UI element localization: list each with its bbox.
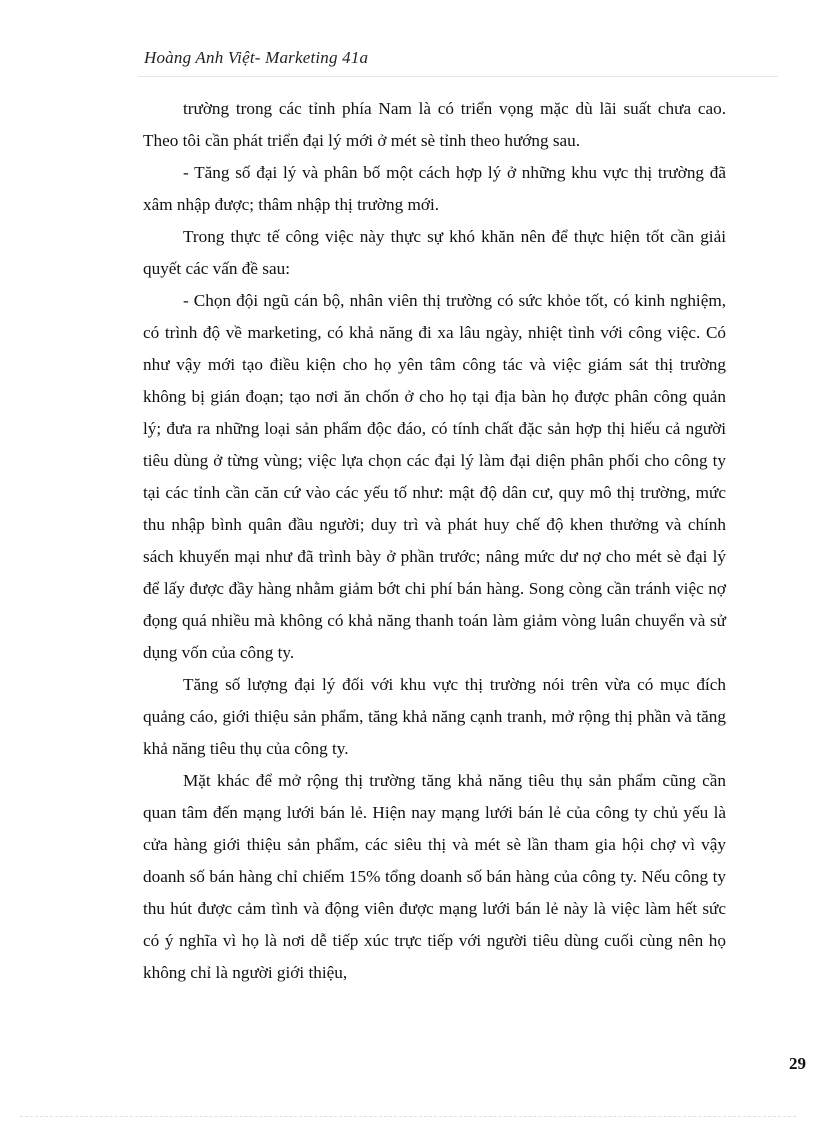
paragraph: - Tăng số đại lý và phân bố một cách hợp lý ở những khu vực thị trường đã xâm nhập được; thâm nhập thị trường mới. <box>143 163 726 214</box>
page-number: 29 <box>789 1054 806 1073</box>
paragraph: Mặt khác để mở rộng thị trường tăng khả năng tiêu thụ sản phẩm cũng cần quan tâm đến mạng lưới bán lẻ. Hiện nay mạng lưới bán lẻ của công ty chủ yếu là cửa hàng giới thiệu sản phẩm, các siêu thị và mét sè lần tham gia hội chợ vì vậy doanh số bán hàng chỉ chiếm 15% tổng doanh số bán hàng của công ty. Nếu công ty thu hút được cảm tình và động viên được mạng lưới bán lẻ này là việc làm hết sức có ý nghĩa vì họ là nơi dễ tiếp xúc trực tiếp với người tiêu dùng cuối cùng nên họ không chỉ là người giới thiệu, <box>143 771 726 982</box>
paragraph: trường trong các tỉnh phía Nam là có triển vọng mặc dù lãi suất chưa cao. Theo tôi cần phát triển đại lý mới ở mét sè tỉnh theo hướng sau. <box>143 99 726 150</box>
running-header: Hoàng Anh Việt- Marketing 41a <box>144 48 369 67</box>
paragraph: Trong thực tế công việc này thực sự khó khăn nên để thực hiện tốt cần giải quyết các vấn đề sau: <box>143 227 726 278</box>
header-divider <box>138 76 778 77</box>
paragraph: - Chọn đội ngũ cán bộ, nhân viên thị trường có sức khỏe tốt, có kinh nghiệm, có trình độ về marketing, có khả năng đi xa lâu ngày, nhiệt tình với công việc. Có như vậy mới tạo điều kiện cho họ yên tâm công tác và việc giám sát thị trường không bị gián đoạn; tạo nơi ăn chốn ở cho họ tại địa bàn họ được phân công quản lý; đưa ra những loại sản phẩm độc đáo, có tính chất đặc sản hợp thị hiếu cả người tiêu dùng ở từng vùng; việc lựa chọn các đại lý làm đại diện phân phối cho công ty tại các tỉnh cần căn cứ vào các yếu tố như: mật độ dân cư, quy mô thị trường, mức thu nhập bình quân đầu người; duy trì và phát huy chế độ khen thưởng và chính sách khuyến mại như đã trình bày ở phần trước; nâng mức dư nợ cho mét sè đại lý để lấy được đầy hàng nhằm giảm bớt chi phí bán hàng. Song còng cần tránh việc nợ đọng quá nhiều mà không có khả năng thanh toán làm giảm vòng luân chuyển và sử dụng vốn của công ty. <box>143 291 726 662</box>
paragraph: Tăng số lượng đại lý đối với khu vực thị trường nói trên vừa có mục đích quảng cáo, giới thiệu sản phẩm, tăng khả năng cạnh tranh, mở rộng thị phần và tăng khả năng tiêu thụ của công ty. <box>143 675 726 758</box>
body-text <box>143 93 726 989</box>
page-bottom-edge <box>20 1116 796 1117</box>
